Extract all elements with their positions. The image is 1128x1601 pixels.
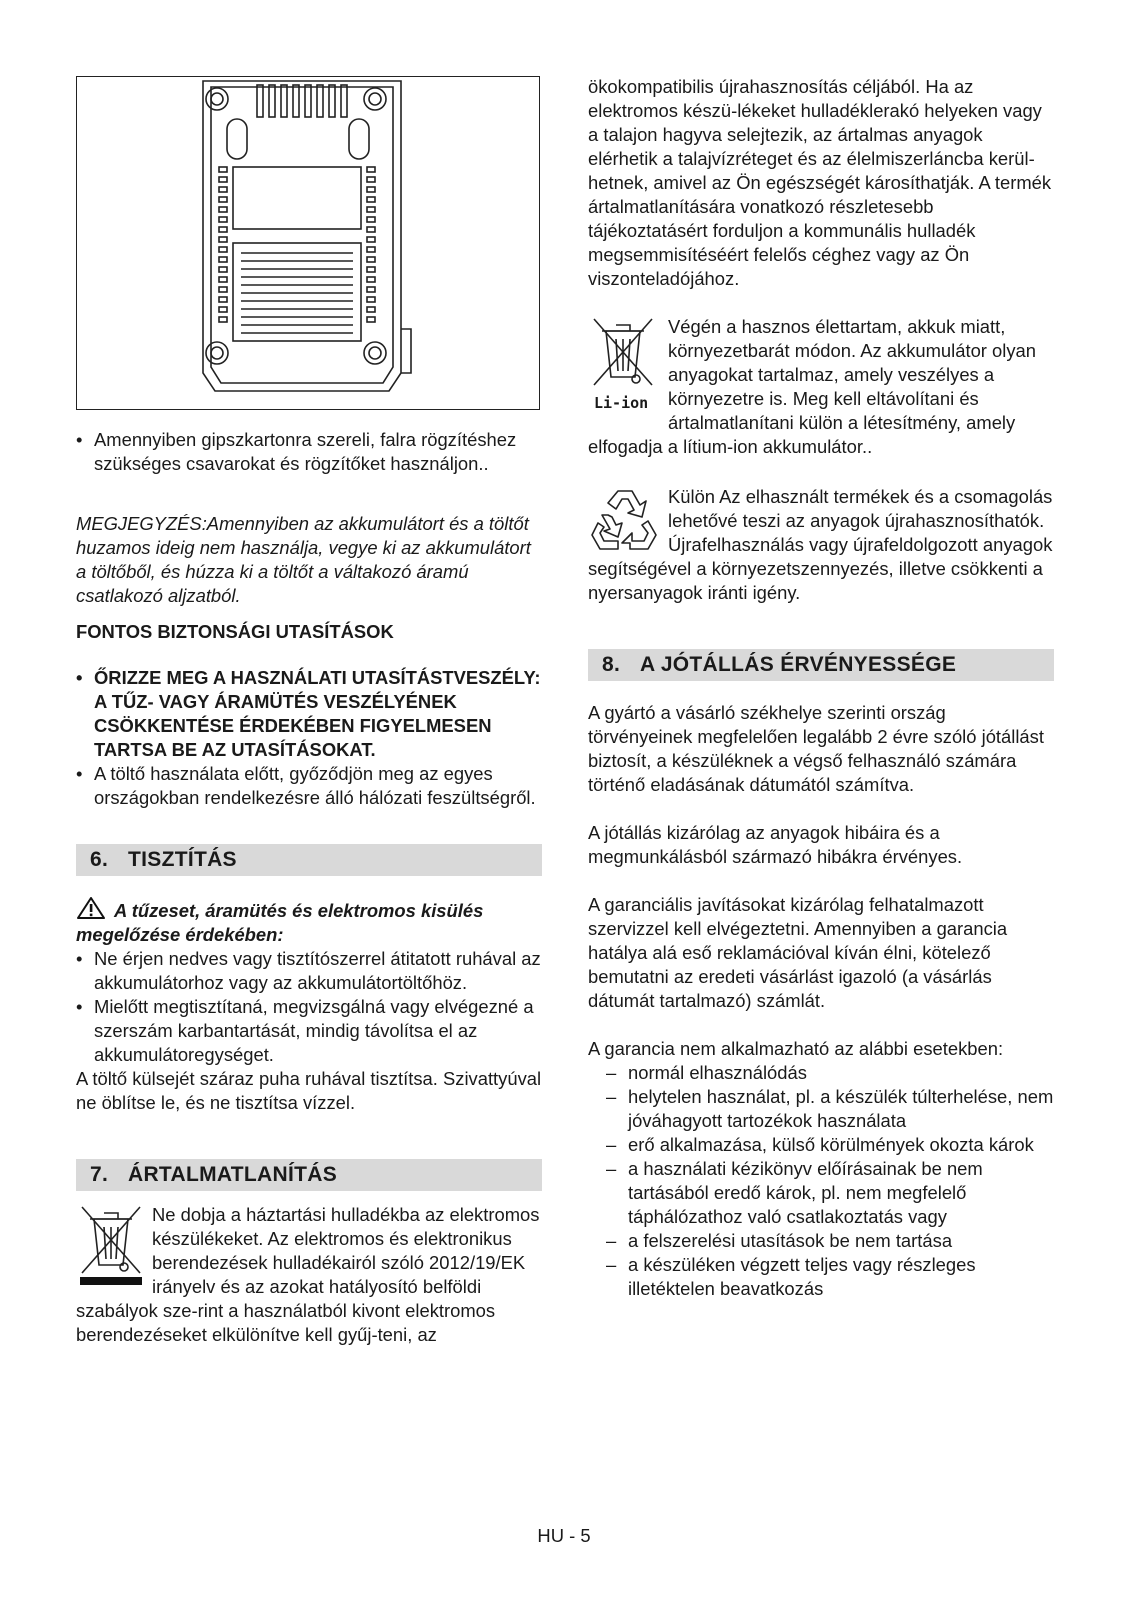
recycle-text: Külön Az elhasznált termékek és a csomagolás lehetővé teszi az anyagok újrahasznosíthatók. Újrafelhasználás vagy újrafeldolgozott anyagok segítségével a környezetszennyezés, illetve csökkenti a nyersanyagok iránti igény.	[588, 486, 1053, 603]
section-6-title: TISZTÍTÁS	[128, 848, 237, 871]
section-8-title: A JÓTÁLLÁS ÉRVÉNYESSÉGE	[640, 653, 957, 676]
recycle-icon	[588, 485, 662, 555]
section-8-heading	[588, 649, 1054, 681]
exclusion-item: – a használati kézikönyv előírásainak be nem tartásából eredő károk, pl. nem megfelelő táphálózathoz való csatlakoztatás vagy	[606, 1157, 1054, 1229]
cleaning-bullet-remove-battery: • Mielőtt megtisztítaná, megvizsgálná vagy elvégezné a szerszám karbantartását, mindig távolítsa el az akkumulátoregységet.	[76, 995, 542, 1067]
safety-list	[76, 666, 542, 810]
cleaning-list	[76, 947, 542, 1067]
page-number: HU - 5	[537, 1525, 591, 1546]
liion-label: Li-ion	[594, 394, 649, 412]
warranty-paragraph-1: A gyártó a vásárló székhelye szerinti ország törvényeinek megfelelően legalább 2 évre szóló jótállást biztosít, a készüléknek a végső felhasználó számára történő eladásának dátumától számítva.	[588, 702, 1044, 795]
warranty-paragraph-2: A jótállás kizárólag az anyagok hibáira és a megmunkálásból származó hibákra érvényes.	[588, 822, 963, 867]
liion-bin-icon	[588, 315, 662, 415]
left-column	[76, 76, 542, 1347]
warning-triangle-icon	[76, 896, 106, 920]
liion-block	[588, 315, 1054, 459]
crossed-bin-liion-icon	[588, 315, 658, 393]
warranty-paragraph-3: A garanciális javításokat kizárólag felhatalmazott szervizzel kell elvégeztetni. Amennyiben a garancia hatálya alá eső reklamációval kíván élni, kötelező bemutatni az eredeti vásárlást igazoló (a vásárlás dátumát tartalmazó) számlát.	[588, 894, 1008, 1011]
exclusion-item: – helytelen használat, pl. a készülék túlterhelése, nem jóváhagyott tartozékok használata	[606, 1085, 1054, 1133]
section-6-number: 6.	[90, 848, 109, 871]
exclusion-item: – a készüléken végzett teljes vagy részleges illetéktelen beavatkozás	[606, 1253, 1054, 1301]
cleaning-warning	[76, 896, 542, 947]
safety-title: FONTOS BIZTONSÁGI UTASÍTÁSOK	[76, 621, 394, 642]
liion-text: Végén a hasznos élettartam, akkuk miatt, környezetbarát módon. Az akkumulátor olyan anyagokat tartalmaz, amely veszélyes a környezetre is. Meg kell eltávolítani és ártalmatlanítani külön a létesítmény, amely elfogadja a lítium-ion akkumulátor..	[588, 316, 1037, 457]
section-8-number: 8.	[602, 653, 621, 676]
note-paragraph: MEGJEGYZÉS:Amennyiben az akkumulátort és a töltőt huzamos ideig nem használja, vegye ki az akkumulátort a töltőből, és húzza ki a töltőt a váltakozó áramú csatlakozó aljzatból.	[76, 513, 531, 606]
exclusion-item: – a felszerelési utasítások be nem tartása	[606, 1229, 1054, 1253]
disposal-text: Ne dobja a háztartási hulladékba az elektromos készülékeket. Az elektromos és elektronikus berendezések hulladékairól szóló 2012/19/EK irányelv és az azokat hatályosító belföldi szabályok sze-rint a használatból kivont elektromos berendezéseket elkülönítve kell gyűj-teni, az	[76, 1204, 540, 1345]
exclusion-item: – normál elhasználódás	[606, 1061, 1054, 1085]
disposal-block	[76, 1203, 542, 1347]
safety-bullet-keep-instructions: • ŐRIZZE MEG A HASZNÁLATI UTASÍTÁSTVESZÉLY: A TŰZ- VAGY ÁRAMÜTÉS VESZÉLYÉNEK CSÖKKENTÉSE ÉRDEKÉBEN FIGYELMESEN TARTSA BE AZ UTASÍTÁSOKAT.	[76, 666, 542, 762]
crossed-bin-icon	[76, 1203, 146, 1287]
exclusion-item: – erő alkalmazása, külső körülmények okozta károk	[606, 1133, 1054, 1157]
charger-bottom-drawing	[77, 77, 538, 408]
cleaning-warning-text: A tűzeset, áramütés és elektromos kisülés megelőzése érdekében:	[76, 900, 484, 945]
section-7-number: 7.	[90, 1163, 109, 1186]
wall-mount-bullet: • Amennyiben gipszkartonra szereli, falra rögzítéshez szükséges csavarokat és rögzítőket használjon..	[76, 428, 542, 476]
recycle-block	[588, 485, 1054, 605]
disposal-continuation: ökokompatibilis újrahasznosítás céljából. Ha az elektromos készü-lékeket hulladéklerakó helyeken vagy a talajon hagyva selejtezik, az ártalmas anyagok elérhetik a talajvízréteget és az élelmiszerláncba kerül-hetnek, amivel az Ön egészségét károsíthatják. A termék ártalmatlanítására vonatkozó részletesebb tájékoztatásért forduljon a kommunális hulladék megsemmisítéséért felelős céghez vagy az Ön viszonteladójához.	[588, 76, 1052, 289]
safety-bullet-voltage: • A töltő használata előtt, győződjön meg az egyes országokban rendelkezésre álló hálózati feszültségről.	[76, 762, 542, 810]
section-7-heading	[76, 1159, 542, 1191]
warranty-exclusions-list	[606, 1061, 1054, 1301]
warranty-paragraph-4: A garancia nem alkalmazható az alábbi esetekben:	[588, 1038, 1004, 1059]
section-6-heading	[76, 844, 542, 876]
cleaning-bullet-wet-cloth: • Ne érjen nedves vagy tisztítószerrel átitatott ruhával az akkumulátorhoz vagy az akkumulátortöltőhöz.	[76, 947, 542, 995]
charger-bottom-figure	[76, 76, 540, 410]
cleaning-paragraph: A töltő külsejét száraz puha ruhával tisztítsa. Szivattyúval ne öblítse le, és ne tisztítsa vízzel.	[76, 1068, 542, 1113]
wall-mount-list	[76, 428, 542, 476]
right-column	[588, 75, 1054, 1301]
section-7-title: ÁRTALMATLANÍTÁS	[128, 1163, 338, 1186]
